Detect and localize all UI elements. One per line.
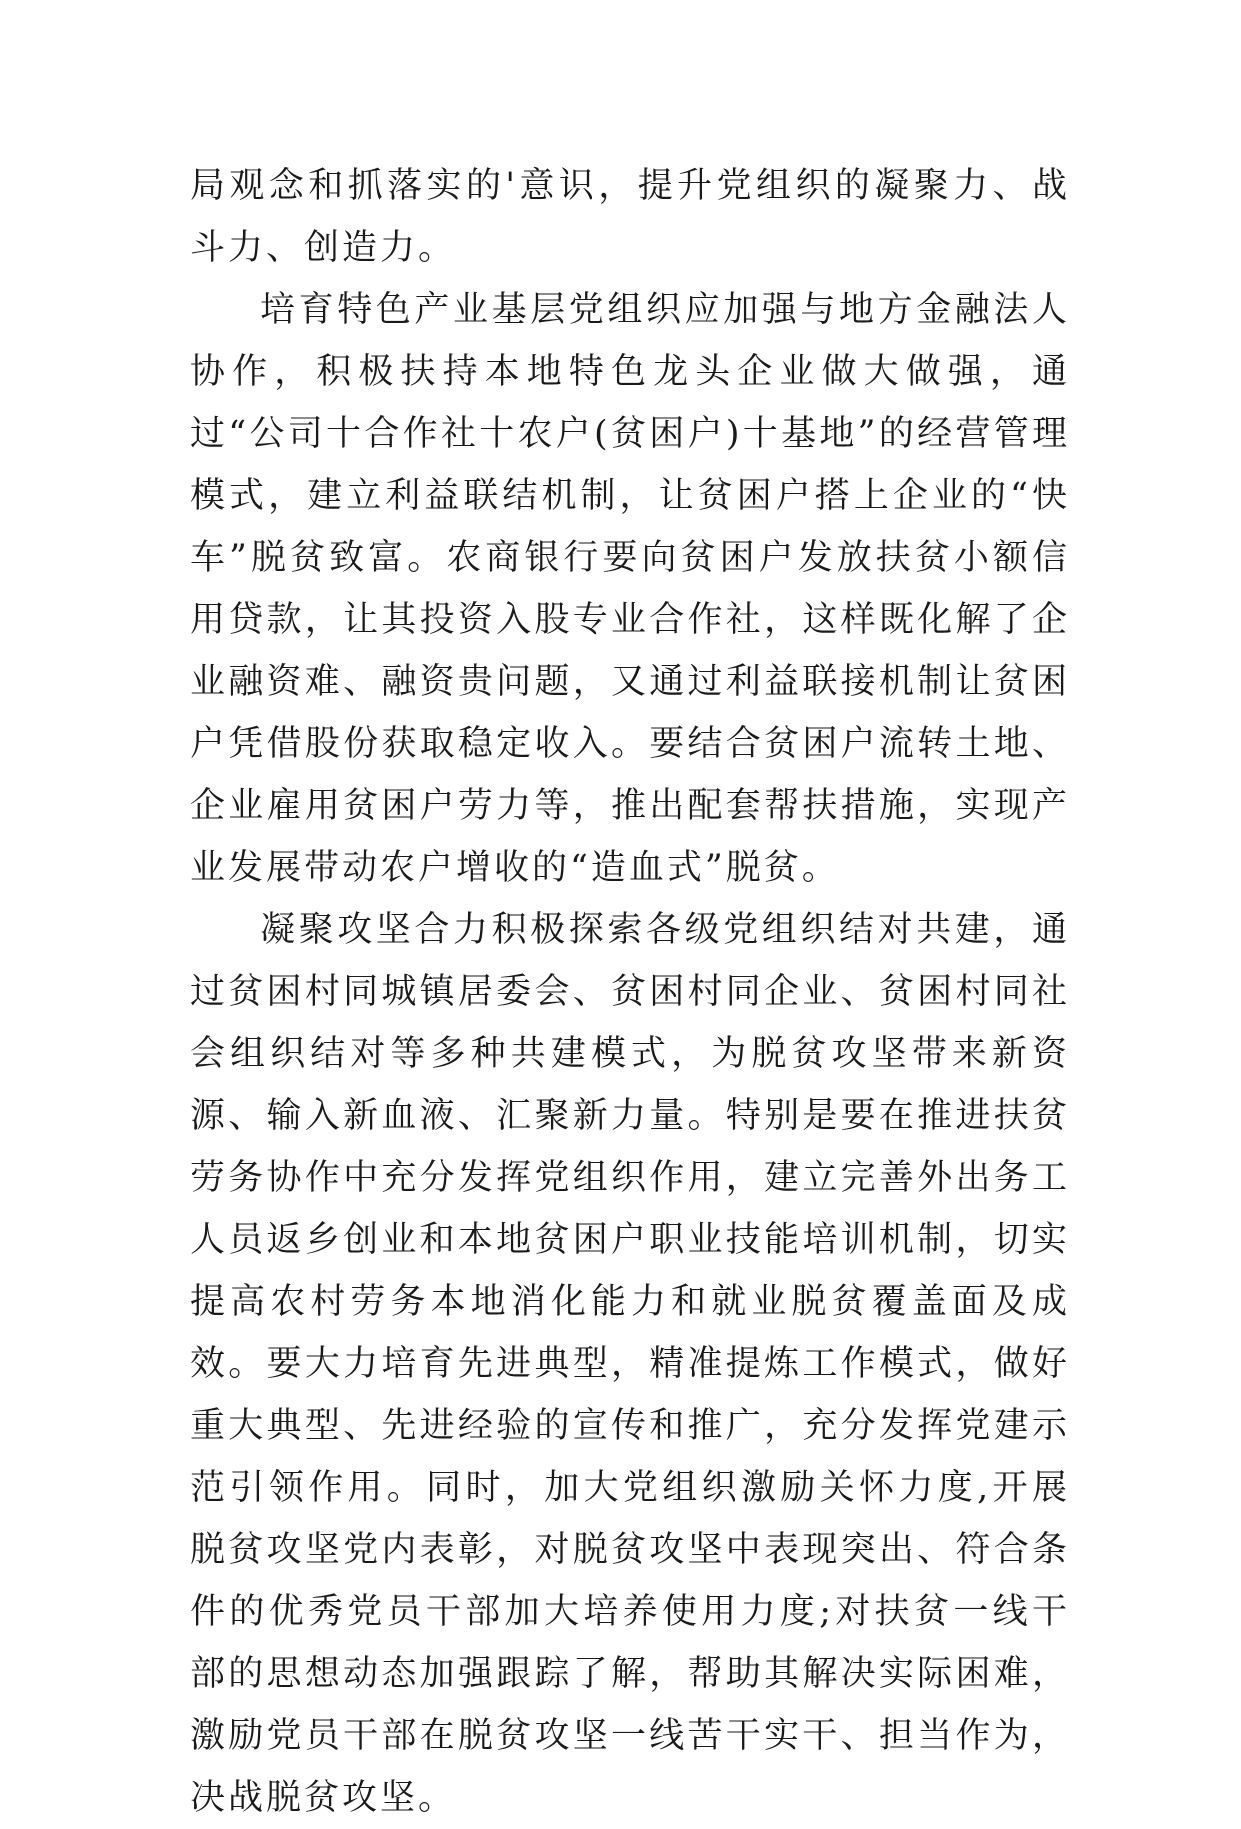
- paragraph-industry: 培育特色产业基层党组织应加强与地方金融法人协作，积极扶持本地特色龙头企业做大做强，通过“公司十合作社十农户(贫困户)十基地”的经营管理模式，建立利益联结机制，让贫困户搭上企业的“快车”脱贫致富。农商银行要向贫困户发放扶贫小额信用贷款，让其投资入股专业合作社，这样既化解了企业融资难、融资贵问题，又通过利益联接机制让贫困户凭借股份获取稳定收入。要结合贫困户流转土地、企业雇用贫困户劳力等，推出配套帮扶措施，实现产业发展带动农户增收的“造血式”脱贫。: [190, 290, 1070, 888]
- paragraph-continuation: 局观念和抓落实的'意识，提升党组织的凝聚力、战斗力、创造力。: [190, 166, 1070, 268]
- document-body: [190, 155, 1070, 1829]
- paragraph-cooperation: 凝聚攻坚合力积极探索各级党组织结对共建，通过贫困村同城镇居委会、贫困村同企业、贫困村同社会组织结对等多种共建模式，为脱贫攻坚带来新资源、输入新血液、汇聚新力量。特别是要在推进扶贫劳务协作中充分发挥党组织作用，建立完善外出务工人员返乡创业和本地贫困户职业技能培训机制，切实提高农村劳务本地消化能力和就业脱贫覆盖面及成效。要大力培育先进典型，精准提炼工作模式，做好重大典型、先进经验的宣传和推广，充分发挥党建示范引领作用。同时，加大党组织激励关怀力度,开展脱贫攻坚党内表彰，对脱贫攻坚中表现突出、符合条件的优秀党员干部加大培养使用力度;对扶贫一线干部的思想动态加强跟踪了解，帮助其解决实际困难，激励党员干部在脱贫攻坚一线苦干实干、担当作为，决战脱贫攻坚。: [190, 910, 1070, 1818]
